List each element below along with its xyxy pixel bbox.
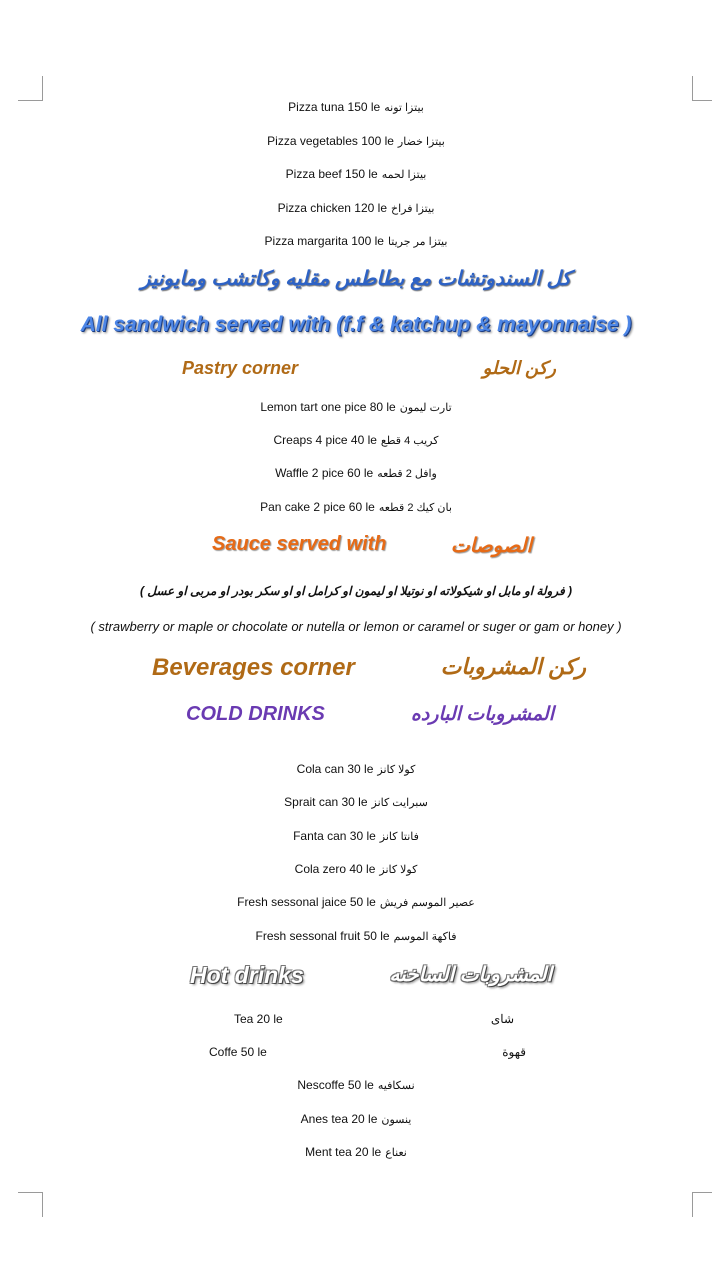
menu-item-waffle: [0, 466, 712, 480]
item-ar: سبرايت كانز: [371, 797, 428, 809]
hot-drinks-heading-ar: المشروبات الساخنه: [389, 964, 552, 986]
item-en: Pizza beef 150 le: [285, 167, 378, 181]
beverages-heading-en: Beverages corner: [152, 654, 355, 681]
item-ar: وافل 2 قطعه: [377, 468, 437, 480]
item-ar: بيتزا مر جريتا: [387, 236, 448, 248]
item-en: Fresh sessonal jaice 50 le: [237, 895, 376, 909]
page-corner-mark: [692, 1192, 712, 1217]
menu-item-pizza-beef: [0, 167, 712, 181]
item-ar: تارت ليمون: [399, 402, 452, 414]
item-ar: بيتزا لحمه: [381, 169, 427, 181]
sauce-heading-en: Sauce served with: [212, 533, 387, 555]
item-en: Sprait can 30 le: [284, 795, 368, 809]
item-en: Cola zero 40 le: [294, 862, 376, 876]
menu-item-fresh-fruit: [0, 929, 712, 943]
item-en: Pizza tuna 150 le: [288, 100, 381, 114]
item-ar: بيتزا تونه: [384, 102, 424, 114]
sandwich-note-english: All sandwich served with (f.f & katchup & mayonnaise ): [80, 313, 632, 336]
item-en: Fanta can 30 le: [293, 829, 376, 843]
page-corner-mark: [692, 76, 712, 101]
item-en: Nescoffe 50 le: [297, 1078, 374, 1092]
item-en: Lemon tart one pice 80 le: [260, 400, 396, 414]
menu-item-sprait-can: [0, 795, 712, 809]
menu-item-cola-can: [0, 762, 712, 776]
menu-item-fanta-can: [0, 829, 712, 843]
pastry-heading-en: Pastry corner: [182, 358, 299, 378]
menu-item-pan-cake: [0, 500, 712, 514]
item-ar: نعناع: [385, 1147, 407, 1159]
item-ar: كولا كانز: [379, 864, 418, 876]
menu-item-tea-ar: شاى: [490, 1012, 514, 1026]
pastry-heading-ar: ركن الحلو: [482, 358, 556, 378]
sandwich-note-arabic: كل السندوتشات مع بطاطس مقليه وكاتشب ومايونيز: [140, 268, 572, 290]
item-ar: بان كيك 2 قطعه: [378, 502, 452, 514]
menu-item-fresh-juice: [0, 895, 712, 909]
menu-item-pizza-vegetables: [0, 134, 712, 148]
item-en: Pan cake 2 pice 60 le: [260, 500, 375, 514]
sauce-options-english: ( strawberry or maple or chocolate or nutella or lemon or caramel or suger or gam or honey ): [90, 619, 622, 634]
sauce-heading-ar: الصوصات: [450, 535, 532, 557]
item-ar: بيتزا خضار: [397, 136, 445, 148]
sauce-options-arabic: ( فرولة او مابل او شيكولاته او نوتيلا او ليمون او كرامل او او سكر بودر او مربى او عسل ): [139, 584, 573, 598]
cold-drinks-heading-en: COLD DRINKS: [186, 703, 325, 725]
menu-item-cola-zero: [0, 862, 712, 876]
item-ar: نسكافيه: [377, 1080, 415, 1092]
menu-item-pizza-tuna: [0, 100, 712, 114]
item-en: Creaps 4 pice 40 le: [273, 433, 377, 447]
menu-item-coffee: Coffe 50 le: [209, 1045, 267, 1059]
item-en: Anes tea 20 le: [300, 1112, 378, 1126]
item-en: Waffle 2 pice 60 le: [275, 466, 374, 480]
item-ar: ينسون: [381, 1114, 412, 1126]
item-ar: عصير الموسم فريش: [379, 897, 475, 909]
item-en: Pizza vegetables 100 le: [267, 134, 394, 148]
menu-item-anes-tea: [0, 1112, 712, 1126]
menu-item-pizza-margarita: [0, 234, 712, 248]
hot-drinks-heading-en: Hot drinks: [190, 962, 304, 988]
item-ar: فانتا كانز: [379, 831, 419, 843]
menu-item-lemon-tart: [0, 400, 712, 414]
item-ar: كريب 4 قطع: [380, 435, 439, 447]
item-en: Cola can 30 le: [296, 762, 374, 776]
item-ar: كولا كانز: [377, 764, 416, 776]
menu-item-tea: Tea 20 le: [234, 1012, 283, 1026]
item-en: Fresh sessonal fruit 50 le: [255, 929, 390, 943]
item-ar: فاكهة الموسم: [393, 931, 457, 943]
page-corner-mark: [18, 1192, 43, 1217]
cold-drinks-heading-ar: المشروبات البارده: [410, 704, 554, 725]
menu-item-nescoffe: [0, 1078, 712, 1092]
beverages-heading-ar: ركن المشروبات: [440, 654, 586, 679]
page-corner-mark: [18, 76, 43, 101]
item-en: Ment tea 20 le: [305, 1145, 382, 1159]
menu-item-ment-tea: [0, 1145, 712, 1159]
item-en: Pizza chicken 120 le: [277, 201, 388, 215]
menu-item-creaps: [0, 433, 712, 447]
menu-item-coffee-ar: قهوة: [502, 1045, 526, 1059]
menu-item-pizza-chicken: [0, 201, 712, 215]
item-ar: بيتزا فراخ: [391, 203, 435, 215]
item-en: Pizza margarita 100 le: [264, 234, 384, 248]
